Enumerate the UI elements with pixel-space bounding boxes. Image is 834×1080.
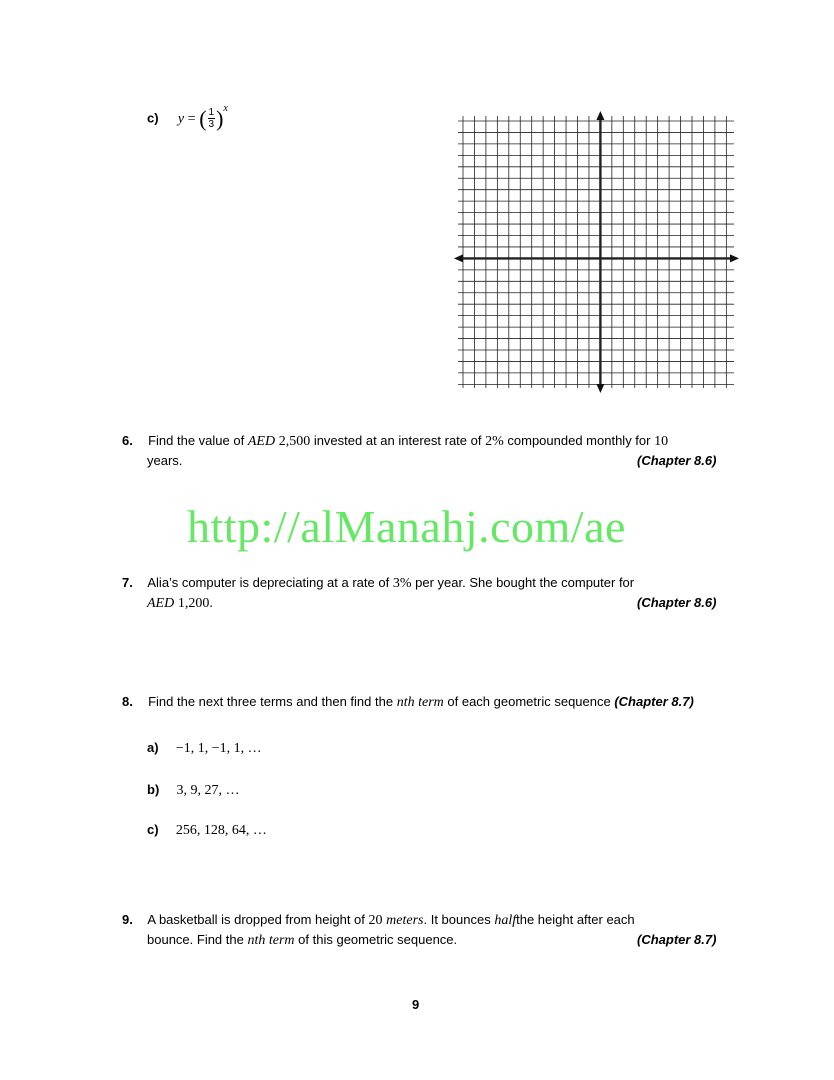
q7-line1	[122, 574, 634, 593]
q8-chapter: (Chapter 8.7)	[614, 694, 694, 709]
q8-nth-term: nth term	[396, 695, 444, 710]
q8-text: Find the next three terms and then find the	[148, 694, 394, 709]
q8b-label: b)	[147, 782, 160, 797]
q8a-sequence: −1, 1, −1, 1, …	[175, 741, 262, 756]
q6-amount: 2,500	[278, 434, 311, 449]
q9-text-5: of this geometric sequence.	[298, 932, 458, 947]
q7-number: 7.	[122, 575, 133, 590]
q8a-label: a)	[147, 740, 159, 755]
q9-text-4: bounce. Find the	[147, 932, 244, 947]
q6-text-3: compounded monthly for	[507, 433, 651, 448]
q7-chapter: (Chapter 8.6)	[637, 595, 717, 610]
q8b-sequence: 3, 9, 27, …	[176, 783, 240, 798]
q8-part-c	[147, 821, 267, 840]
q8c-sequence: 256, 128, 64, …	[175, 823, 267, 838]
q6-line1	[122, 432, 668, 451]
y-axis-down-arrow-icon	[596, 384, 604, 393]
q9-half: half	[494, 913, 517, 928]
q9-line1	[122, 911, 635, 930]
q6-rate: 2%	[485, 434, 504, 449]
q8c-label: c)	[147, 822, 159, 837]
q8-part-a	[147, 739, 262, 758]
q9-height: 20	[368, 913, 383, 928]
q7-amount: 1,200.	[177, 596, 213, 611]
q9-meters: meters	[386, 913, 424, 928]
q6-years: 10	[654, 434, 669, 449]
q5c-label: c)	[147, 110, 159, 126]
coordinate-grid	[452, 110, 742, 395]
q5c-exponent: x	[223, 103, 228, 114]
q9-text-3: the height after each	[516, 912, 635, 927]
q6-text: Find the value of	[148, 433, 245, 448]
q6-number: 6.	[122, 433, 133, 448]
q8-number: 8.	[122, 694, 133, 709]
q7-aed: AED	[147, 596, 175, 611]
q9-text: A basketball is dropped from height of	[147, 912, 365, 927]
x-axis-left-arrow-icon	[454, 254, 463, 262]
q6-chapter: (Chapter 8.6)	[637, 453, 717, 468]
q8-line1	[122, 693, 694, 712]
q9-number: 9.	[122, 912, 133, 927]
watermark-url[interactable]: http://alManahj.com/ae	[187, 501, 626, 552]
q7-rate: 3%	[392, 576, 412, 591]
q5c-equals: =	[187, 111, 196, 127]
q9-chapter: (Chapter 8.7)	[637, 932, 717, 947]
q8-text-2: of each geometric sequence	[447, 694, 611, 709]
q7-text-2: per year. She bought the computer for	[415, 575, 635, 590]
q9-text-2: . It bounces	[423, 912, 491, 927]
page-number: 9	[412, 997, 420, 1012]
q9-line2	[147, 931, 457, 950]
q5c-equation: c) y = ( $\frac{1}{3}$ )$^x$	[147, 103, 228, 131]
q5c-fraction: $\frac{1}{3}$	[208, 107, 215, 131]
q8-part-b	[147, 781, 240, 800]
q9-nth-term: nth term	[247, 933, 295, 948]
y-axis-up-arrow-icon	[596, 111, 604, 120]
q6-text-2: invested at an interest rate of	[313, 433, 482, 448]
x-axis-right-arrow-icon	[730, 254, 739, 262]
q5c-y: y	[177, 111, 185, 127]
q7-line2	[147, 594, 213, 613]
q6-line2: years.	[147, 453, 183, 468]
q7-text: Alia’s computer is depreciating at a rate of	[147, 575, 390, 590]
q6-aed: AED	[247, 434, 276, 449]
